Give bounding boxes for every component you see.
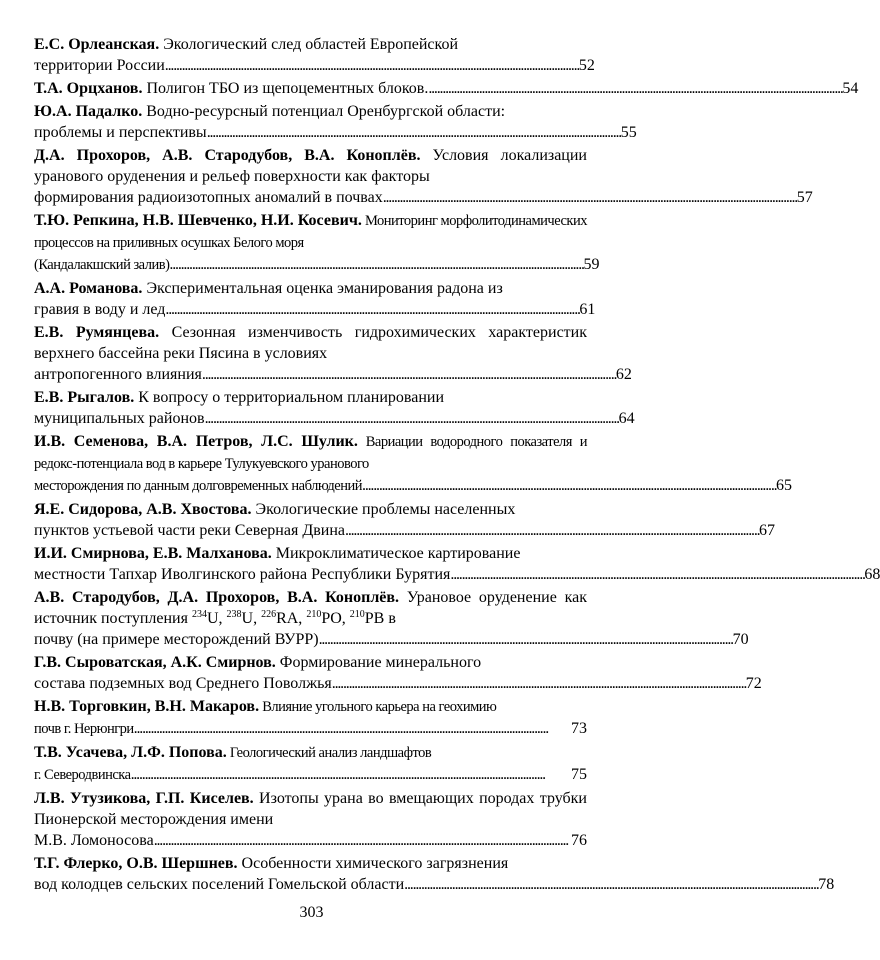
isotope-mass: 234: [191, 609, 207, 620]
entry-authors: Я.Е. Сидорова, А.В. Хвостова.: [34, 501, 252, 518]
leader-dots: [207, 122, 620, 143]
leader-dots: [450, 564, 863, 585]
toc-entry: [34, 742, 587, 786]
page-number: 303: [299, 904, 324, 921]
entry-title: Экспериментальная оценка эманирования радона из: [142, 280, 503, 297]
entry-title-end: состава подземных вод Среднего Поволжья: [34, 675, 332, 692]
entry-authors: Т.Г. Флерко, О.В. Шершнев.: [34, 855, 238, 872]
leader-dots: [134, 718, 570, 739]
table-of-contents: [34, 34, 880, 897]
toc-entry: [34, 78, 859, 99]
entry-authors: И.И. Смирнова, Е.В. Малханова.: [34, 545, 272, 562]
leader-dots: [202, 364, 615, 385]
entry-authors: Л.В. Утузикова, Г.П. Киселев.: [34, 790, 254, 807]
toc-entry: [34, 101, 637, 143]
entry-title-end: месторождения по данным долговременных наблюдений: [34, 478, 363, 494]
entry-authors: Е.С. Орлеанская.: [34, 36, 160, 53]
isotope-mass: 210: [349, 609, 365, 620]
entry-title: Формирование минерального: [275, 654, 482, 671]
leader-dots: [165, 55, 578, 76]
leader-dots: [205, 408, 618, 429]
entry-page: 70: [732, 631, 749, 648]
entry-title-end: (Кандалакшский залив): [34, 257, 170, 273]
entry-authors: Д.А. Прохоров, А.В. Стародубов, В.А. Коноплёв.: [34, 147, 421, 164]
entry-title: К вопросу о территориальном планировании: [134, 389, 445, 406]
entry-title-end: местности Тапхар Иволгинского района Республики Бурятия: [34, 566, 451, 583]
entry-page: 54: [842, 80, 859, 97]
entry-page: 55: [620, 124, 637, 141]
toc-entry: [34, 34, 595, 76]
toc-entry: [34, 499, 776, 541]
entry-page: 52: [578, 57, 595, 74]
entry-title: Условия локализации уранового оруденения и рельеф поверхности как факторы: [34, 147, 587, 185]
entry-page: 78: [818, 876, 835, 893]
entry-page: 68: [864, 566, 880, 583]
entry-authors: Т.Ю. Репкина, Н.В. Шевченко, Н.И. Косевич.: [34, 212, 362, 229]
isotope-symbol: U,: [241, 610, 262, 627]
entry-title-end: территории России: [34, 57, 165, 74]
entry-title-end: формирования радиоизотопных аномалий в почвах: [34, 189, 383, 206]
leader-dots: [319, 629, 732, 650]
isotope-mass: 238: [226, 609, 242, 620]
entry-authors: Е.В. Румянцева.: [34, 324, 160, 341]
entry-title-end: г. Северодвинска: [34, 767, 131, 783]
toc-entry: [34, 788, 587, 851]
entry-page: 76: [571, 832, 587, 849]
entry-title-end: почву (на примере месторождений ВУРР): [34, 631, 319, 648]
isotope-mass: 210: [306, 609, 322, 620]
entry-title: Водно-ресурсный потенциал Оренбургской области:: [142, 103, 506, 120]
toc-entry: [34, 145, 813, 208]
entry-page: 61: [579, 301, 596, 318]
entry-title-end: проблемы и перспективы: [34, 124, 207, 141]
entry-title-end: вод колодцев сельских поселений Гомельской области: [34, 876, 405, 893]
isotope-symbol: PO,: [321, 610, 350, 627]
isotope-mass: 226: [261, 609, 277, 620]
entry-page: 65: [776, 477, 793, 494]
toc-entry: [34, 322, 632, 385]
entry-title-end: гравия в воду и лед: [34, 301, 166, 318]
toc-entry: [34, 652, 762, 694]
leader-dots: [131, 764, 570, 785]
entry-page: 62: [615, 366, 632, 383]
entry-page: 67: [759, 522, 776, 539]
entry-title: Геологический анализ ландшафтов: [226, 745, 432, 761]
toc-entry: [34, 210, 600, 276]
entry-page: 75: [571, 766, 587, 783]
entry-title: Влияние угольного карьера на геохимию: [259, 699, 497, 715]
entry-authors: Е.В. Рыгалов.: [34, 389, 135, 406]
toc-entry: [34, 387, 635, 429]
entry-title: Мониторинг морфолитодинамических процессов на приливных осушках Белого моря: [34, 213, 587, 251]
entry-title-end: М.В. Ломоносова: [34, 832, 154, 849]
entry-title-end: почв г. Нерюнгри: [34, 721, 134, 737]
leader-dots: [154, 830, 570, 851]
isotope-symbol: PB в: [364, 610, 396, 627]
entry-authors: Г.В. Сыроватская, А.К. Смирнов.: [34, 654, 276, 671]
entry-title: Микроклиматическое картирование: [271, 545, 521, 562]
entry-title: Полигон ТБО из щепоцементных блоков.: [142, 80, 429, 97]
entry-authors: И.В. Семенова, В.А. Петров, Л.С. Шулик.: [34, 433, 358, 450]
entry-title: Изотопы урана во вмещающих породах трубки Пионерской месторождения имени: [34, 790, 587, 828]
leader-dots: [169, 254, 582, 275]
entry-page: 72: [745, 675, 762, 692]
entry-page: 59: [583, 256, 600, 273]
toc-entry: [34, 278, 596, 320]
entry-authors: Т.А. Орцханов.: [34, 80, 143, 97]
leader-dots: [383, 187, 796, 208]
entry-title-end: пунктов устьевой части реки Северная Двина: [34, 522, 346, 539]
toc-entry: [34, 696, 587, 740]
entry-authors: А.В. Стародубов, Д.А. Прохоров, В.А. Коноплёв.: [34, 589, 400, 606]
entry-title-end: муниципальных районов: [34, 410, 205, 427]
isotope-symbol: RA,: [276, 610, 307, 627]
entry-page: 73: [571, 720, 587, 737]
leader-dots: [345, 520, 758, 541]
entry-authors: Т.В. Усачева, Л.Ф. Попова.: [34, 744, 227, 761]
entry-authors: Ю.А. Падалко.: [34, 103, 143, 120]
entry-title: Экологические проблемы населенных: [251, 501, 516, 518]
entry-title: Урановое оруденение как источник поступления: [34, 589, 587, 627]
entry-title: Особенности химического загрязнения: [237, 855, 509, 872]
toc-entry: [34, 431, 793, 497]
entry-title: Сезонная изменчивость гидрохимических характеристик верхнего бассейна реки Пясина в условиях: [34, 324, 587, 362]
toc-entry: [34, 587, 749, 650]
entry-authors: Н.В. Торговкин, В.Н. Макаров.: [34, 698, 260, 715]
entry-title: Экологический след областей Европейской: [159, 36, 459, 53]
entry-title-end: антропогенного влияния: [34, 366, 202, 383]
entry-authors: А.А. Романова.: [34, 280, 143, 297]
leader-dots: [428, 78, 841, 99]
entry-title: Вариации водородного показателя и редокс-потенциала вод в карьере Тулукуевского уранового: [34, 434, 587, 472]
leader-dots: [404, 874, 817, 895]
entry-page: 64: [618, 410, 635, 427]
leader-dots: [332, 673, 745, 694]
leader-dots: [165, 299, 578, 320]
entry-page: 57: [796, 189, 813, 206]
leader-dots: [362, 475, 775, 496]
toc-entry: [34, 543, 880, 585]
toc-entry: [34, 853, 835, 895]
isotope-symbol: U,: [206, 610, 227, 627]
